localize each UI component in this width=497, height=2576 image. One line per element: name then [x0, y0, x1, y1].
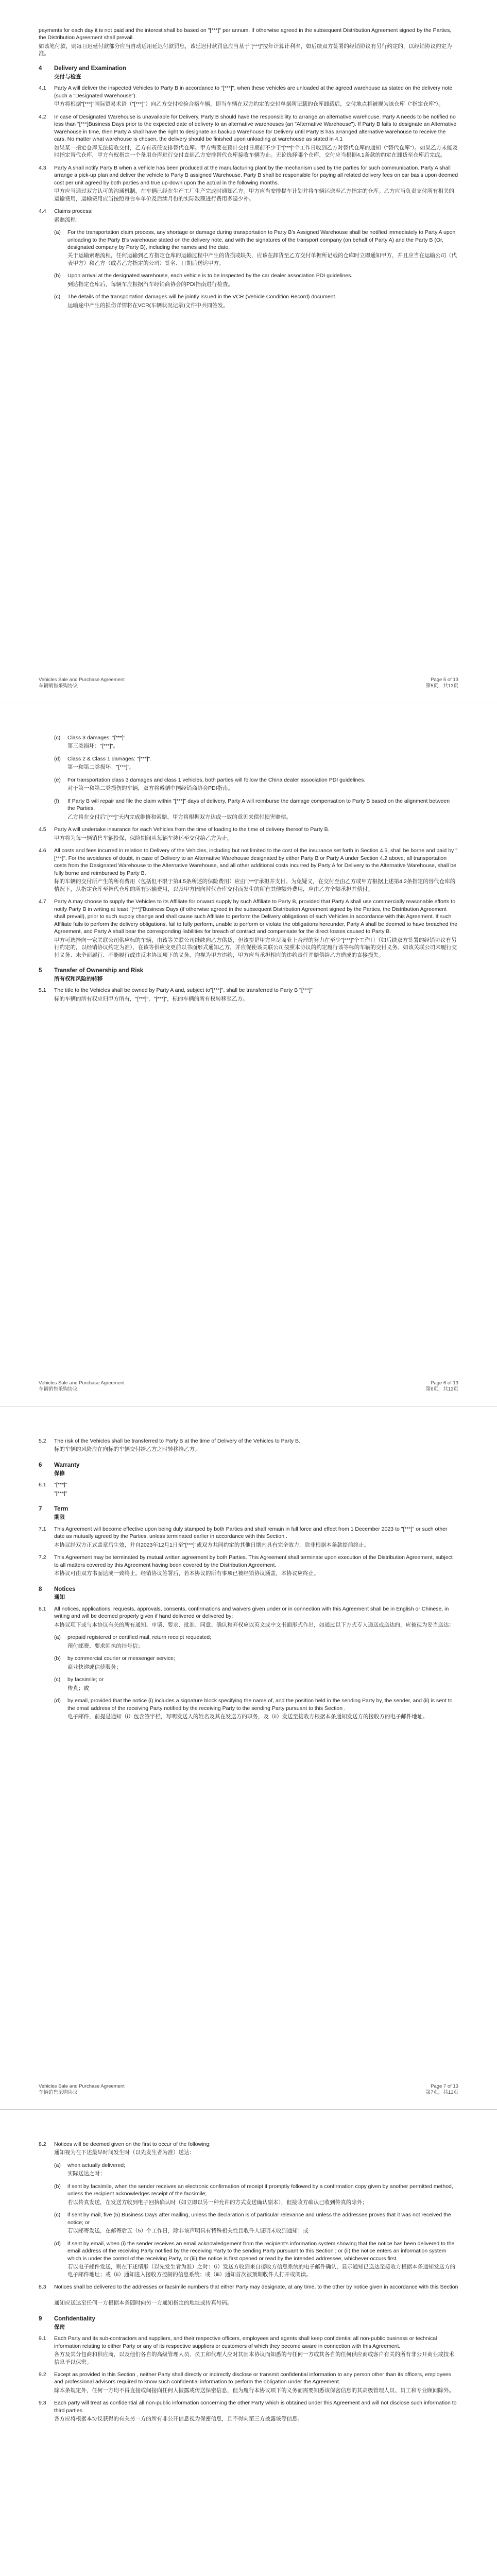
clause-number: 9.1 — [39, 2335, 46, 2342]
clause-zh: "[***]" — [54, 1490, 67, 1497]
clause-en: All costs and fees incurred in relation to Delivery of the Vehicles, including but not limited to the cost of the insurance set forth in Section 4.5, shall be borne and paid by "[***]". For the avoidance of doubt, in case of Delivery to an Alternative Warehouse designated by either Party B or Party A under Section 4.2 above, all transportation costs from the Designated Warehouse to the Alternative Warehouse, and all other additional costs incurred by Party A for Delivery to the Alternative Warehouse, shall be fully borne and reimbursed by Party B. — [54, 848, 457, 876]
clause-en: The risk of the Vehicles shall be transferred to Party B at the time of Delivery of the Vehicles to Party B. — [54, 1438, 300, 1444]
item-zh: 传真；或 — [67, 1685, 89, 1691]
clause — [39, 2283, 458, 2308]
item-number: (d) — [54, 1698, 61, 1704]
item-en: by commercial courier or messenger service; — [67, 1655, 175, 1662]
section-title-zh: 保修 — [54, 1470, 65, 1477]
item-number: (f) — [54, 798, 59, 804]
clause-zh: 甲方将根据"[***]"国际贸易术语（"[***]"）向乙方交付检验合格车辆，即当车辆在双方约定的交付单据所记载的仓库卸载后，交付地点将被视为该仓库（"指定仓库"）。 — [54, 101, 444, 108]
paragraph — [39, 27, 458, 58]
clause-zh: 标的车辆的风险应在向标的车辆交付给乙方之时转移给乙方。 — [54, 1446, 200, 1453]
clause-zh: 甲方应当通过双方认可的沟通机制，在车辆已经在生产工厂生产完成时通知乙方。甲方应当安排提车计划并将车辆运送至乙方指定的仓库。乙方应当负责支付所有相关的运输费用，运输费用应当按照每台车单价及后续月份的实际数额进行费用多退少补。 — [54, 188, 454, 202]
section-heading — [39, 1505, 458, 1521]
list-item — [54, 1697, 458, 1721]
item-zh: 预付邮费、要求回执的挂号信； — [67, 1642, 143, 1649]
list-item — [54, 755, 458, 772]
clause-en: Party A will deliver the inspected Vehicles to Party B in accordance to "[***]", when these vehicles are unloaded at the agreed warehouse as stated on the delivery note (such a "Designated Warehouse"). — [54, 85, 453, 99]
section-title-zh: 所有权和风险的转移 — [54, 975, 103, 982]
section-title-zh: 交付与检查 — [54, 73, 81, 80]
item-en: If Party B will repair and file the claim within "[***]" days of delivery, Party A will reimburse the damage compensation to Party B based on the alignment between the Parties. — [67, 798, 450, 812]
item-zh: 若以邮寄发送，在邮寄后五（5）个工作日，除非该声明具有特殊相关性且收件人证明未收到通知；或 — [67, 2228, 309, 2234]
footer-title-zh: 车辆销售采购协议 — [39, 2090, 78, 2096]
clause-zh: 各方及其分包商和供应商，以及他们各自的高级管理人员、员工和代理人应对其因本协议而知悉的与任何一方或其各自的任何供应商或客户有关的所有非公开商业或技术信息予以保密。 — [54, 2351, 454, 2365]
clause-en: Party A will undertake insurance for each Vehicles from the time of loading to the time of delivery thereof to Party B. — [54, 826, 330, 833]
section-title-en: Delivery and Examination — [54, 65, 126, 72]
item-en: For transportation class 3 damages and class 1 vehicles, both parties will follow the China dealer association PDI guidelines. — [67, 776, 366, 783]
section-number: 5 — [39, 968, 42, 974]
clause-en: "[***]" — [54, 1482, 67, 1488]
item-en: Class 3 damages: "[***]". — [67, 735, 127, 741]
page-number-zh: 第5页，共13页 — [425, 683, 458, 689]
document-page — [0, 0, 497, 703]
section-title-zh: 通知 — [54, 1594, 65, 1601]
list-item — [54, 1634, 458, 1651]
clause-zh: 除本条规定外，任何一方均不得直接或间接向任何人披露或传送保密信息，但为履行本协议项下的义务而需要知悉该保密信息的其高级管理人员、员工和专业顾问除外。 — [54, 2387, 454, 2394]
section-title-en: Warranty — [54, 1462, 80, 1468]
clause — [39, 208, 458, 225]
clause-number: 5.2 — [39, 1438, 46, 1444]
section-number: 7 — [39, 1506, 42, 1513]
item-number: (c) — [54, 1676, 61, 1683]
clause-en: Each Party and its sub-contractors and suppliers, and their respective officers, employees and agents shall keep confidential all non-public business or technical information relating to either Party or any of its respective suppliers or customers of which they become aware in connection with this Agreement. — [54, 2335, 437, 2349]
clause-en: This Agreement will become effective upon being duly stamped by both Parties and shall remain in full force and effect from 1 December 2023 to "[***]" or such other date as mutually agreed by the Parties, unless terminated earlier in accordance with this Section . — [54, 1526, 448, 1540]
clause — [39, 2399, 458, 2424]
item-number: (d) — [54, 755, 61, 762]
item-en: if sent by mail, five (5) Business Days after mailing, unless the declaration is of particular relevance and unless the addressee proves that it was not received the notice; or — [67, 2212, 451, 2226]
section-heading — [39, 65, 458, 80]
section-number: 4 — [39, 65, 42, 72]
item-number: (c) — [54, 735, 61, 741]
clause-en: This Agreement may be terminated by mutual written agreement by both Parties. This Agreement shall terminate upon execution of the Distribution Agreement, subject to all matters covered by this Agreement having been covered by the Distribution Agreement. — [54, 1554, 453, 1568]
item-number: (c) — [54, 294, 61, 300]
page-footer — [39, 1380, 458, 1393]
item-en: Class 2 & Class 1 damages: "[***]". — [67, 755, 152, 762]
clause-en: In case of Designated Warehouse is unavailable for Delivery, Party B should have the responsibility to arrange an alternative warehouse. Party A needs to be notified no less than "[***]Business Days prior to the expected date of delivery to an alternative warehouses (an "Alternative Warehouse"). If Party B fails to designate an Alternative Warehouse in time, then Party A shall have the right to designate an backup Warehouse for Delivery until Party B has arranged alternative warehouse to receive the cars. No matter what warehouse is chosen, the delivery should be finished upon unloading at warehouse as stated in 4.1 — [54, 113, 457, 143]
item-zh: 若以电子邮件发送，则在下述情形（以先发生者为准）之时：（i）发送方收到来自接收方信息系统的电子邮件确认，显示通知已送达至接收方根据本条通知发送方的电子邮件地址；或（ii）通知进入接收方控制的信息系统；或（iii）通知首次被预期收件人打开或阅读。 — [67, 2264, 456, 2278]
item-en: if sent by facsimile, when the sender receives an electronic confirmation of receipt if promptly followed by a confirmation copy given by another permitted method, unless the recipient acknowledges receipt of the facsimile; — [67, 2183, 453, 2197]
item-zh: 对于第一和第二类损伤的车辆，双方将遵循中国经销商协会PDI指南。 — [67, 785, 234, 792]
list-item — [54, 2183, 458, 2207]
clause-number: 4.1 — [39, 85, 46, 92]
item-en: by facsimile; or — [67, 1676, 104, 1683]
page-number-zh: 第7页，共13页 — [425, 2090, 458, 2096]
list-item — [54, 1676, 458, 1693]
item-number: (c) — [54, 2212, 61, 2218]
item-zh: 乙方将在交付后"[***]"天内完成维修和索赔，甲方将根据双方达成一致的意见来偿付损害赔偿。 — [67, 814, 292, 820]
clause-number: 9.2 — [39, 2371, 46, 2378]
item-number: (a) — [54, 2162, 61, 2168]
clause-zh: 各方应将根据本协议获得的有关另一方的所有非公开信息视为保密信息，且不得向第三方披露该等信息。 — [54, 2416, 303, 2422]
clause-zh: 通知应送达至任何一方根据本条随时向另一方通知指定的地址或传真号码。 — [54, 2300, 233, 2307]
clause-zh: 标的车辆的交付所产生的所有费用（包括但不限于第4.5条所述的保险费用）应由"[***]"承担并支付。为免疑义，在交付至由乙方或甲方根据上述第4.2条指定的替代仓库的情况下，从指定仓库至替代仓库的所有运输费用，以及甲方因向替代仓库交付而发生的所有其他额外费用，应由乙方全额承担并偿付。 — [54, 878, 456, 892]
page-number: Page 5 of 13 — [431, 677, 458, 683]
item-en: when actually delivered; — [67, 2162, 126, 2168]
clause-number: 4.7 — [39, 899, 46, 905]
clause-zh: 甲方将为每一辆销售车辆投保，保险期间从每辆车装运至交付给乙方为止。 — [54, 835, 233, 841]
section-heading — [39, 2315, 458, 2331]
item-zh: 关于运输索赔流程，任何运输到乙方指定仓库的运输过程中产生的货损或缺失，应该在卸货至乙方交付单据所记载的仓库时立即通知甲方，并且应当在运输公司（代表甲方）和乙方（或者乙方指定的公司）签名、日期后送达甲方。 — [67, 252, 457, 266]
item-zh: 电子邮件，前提是通知（i）包含签字栏，写明发送人的姓名及其在发送方的职务，及（ii）发送至接收方根据本条通知发送方的接收方的电子邮件地址。 — [67, 1714, 428, 1720]
footer-title-en: Vehicles Sale and Purchase Agreement — [39, 677, 125, 683]
clause-number: 8.3 — [39, 2284, 46, 2291]
clause-en: Notices shall be delivered to the addresses or facsimile numbers that either Party may designate, at any time, to the other by notice given in accordance with this Section . — [54, 2284, 458, 2298]
list-item — [54, 229, 458, 268]
clause — [39, 1605, 458, 1630]
section-heading — [39, 1586, 458, 1601]
clause — [39, 826, 458, 843]
list-item — [54, 734, 458, 751]
section-title-zh: 期限 — [54, 1514, 65, 1521]
item-en: by email, provided that the notice (i) includes a signature block specifying the name of, and the position held in the sending Party by, the sender, and (ii) is sent to the email address of the receiving Party notified by the receiving Party to the sending Party pursuant to this Section . — [67, 1698, 453, 1711]
section-heading — [39, 1462, 458, 1477]
clause-zh: 如果某一指定仓库无法接收交付，乙方有责任安排替代仓库。甲方需要在预计交付日期前不少于"[***]"个工作日收到乙方对替代仓库的通知（"替代仓库"）。如果乙方未能及时指定替代仓库，甲方有权指定一个备用仓库进行交付直到乙方安排替代仓库接收车辆为止。无论选择哪个仓库，交付应当根据4.1条款的约定在卸货至仓库后完成。 — [54, 144, 458, 159]
page-footer — [39, 2083, 458, 2096]
list-item — [54, 798, 458, 822]
clause — [39, 113, 458, 160]
item-en: prepaid registered or certified mail, return receipt requested; — [67, 1634, 211, 1641]
document-page — [0, 1406, 497, 2110]
item-zh: 到达指定仓库后，每辆车应根据汽车经销商协会的PDI指南进行检查。 — [67, 281, 234, 287]
clause — [39, 987, 458, 1004]
list-item — [54, 776, 458, 793]
item-number: (d) — [54, 2240, 61, 2247]
clause-en: All notices, applications, requests, approvals, consents, confirmations and waivers given under or in connection with this Agreement shall be in English or Chinese, in writing and will be deemed properly given if hand delivered or delivered by: — [54, 1605, 449, 1620]
clause — [39, 164, 458, 204]
clause — [39, 2335, 458, 2367]
footer-title-en: Vehicles Sale and Purchase Agreement — [39, 2083, 125, 2090]
clause — [39, 898, 458, 960]
clause — [39, 1554, 458, 1578]
list-item — [54, 293, 458, 310]
clause-en: Except as provided in this Section , neither Party shall directly or indirectly disclose or transmit confidential information to any person other than its officers, employees and professional advisors required to know such confidential information to perform the obligation under the Agreement. — [54, 2371, 451, 2385]
list-item — [54, 2162, 458, 2179]
footer-title-zh: 车辆销售采购协议 — [39, 1386, 78, 1393]
page-number: Page 7 of 13 — [431, 2083, 458, 2090]
clause-number: 7.2 — [39, 1554, 46, 1561]
clause-number: 4.6 — [39, 848, 46, 854]
item-number: (b) — [54, 2183, 61, 2190]
paragraph-en: payments for each day it is not paid and the interest shall be based on "[***]" per annum. If otherwise agreed in the subsequent Distribution Agreement signed by the Parties, the Distribution Agreement shall prevail. — [39, 27, 452, 41]
clause-zh: 索赔流程： — [54, 216, 81, 223]
page-footer — [39, 677, 458, 689]
list-item — [54, 2240, 458, 2279]
item-en: if sent by email, when (i) the sender receives an email acknowledgement from the recipient's information system showing that the notice has been delivered to the email address of the receiving Party notified by the receiving Party to the sending Party pursuant to this Section ; or (ii) the notice enters an information system which is under the control of the receiving Party, or (iii) the notice is first opened or read by the intended addressee, whichever occurs first. — [67, 2240, 455, 2262]
section-number: 9 — [39, 2315, 42, 2322]
clause-zh: 通知视为在下述最早时间发生时（以先发生者为准）送达： — [54, 2149, 195, 2156]
item-number: (e) — [54, 776, 61, 783]
clause-number: 7.1 — [39, 1526, 46, 1532]
clause — [39, 847, 458, 894]
item-zh: 第一和第二类损坏："[***]"。 — [67, 764, 135, 771]
list-item — [54, 2211, 458, 2235]
section-heading — [39, 967, 458, 982]
clause-zh: 甲方可选择向一家关联公司供应标的车辆，由该等关联公司继续向乙方供货，但该提是甲方应尽商业上合理的努力在至少"[***]"个工作日（如后续双方签署的经销协议有另行约定的，以经销协议约定为准），在该等供应变更前以书面形式通知乙方，并应促使该关联公司按照本协议的约定履行该等标的车辆的交付义务。如该关联公司未履行交付义务、未全面履行、不能履行或违反本协议项下的义务，均视为甲方违约，甲方应当承担相应的违约责任并赔偿给乙方造成的直接损失。 — [54, 937, 457, 958]
item-number: (b) — [54, 273, 61, 279]
document-page — [0, 2110, 497, 2576]
clause-number: 4.5 — [39, 826, 46, 833]
clause — [39, 1481, 458, 1498]
section-number: 6 — [39, 1462, 42, 1468]
clause-number: 6.1 — [39, 1482, 46, 1488]
footer-title-zh: 车辆销售采购协议 — [39, 683, 78, 689]
clause-en: Party A may choose to supply the Vehicles to its Affiliate for onward supply by such Affiliate to Party B, provided that Party A shall use commercially reasonable efforts to notify Party B in writing at least "[***]"Business Days (if otherwise agreed in the subsequent Distribution Agreement signed by the Parties, the Distribution Agreement shall prevail), prior to such supply change and shall cause such Affiliate to perform the Delivery obligations of such Vehicles in accordance with this Agreement. If such Affiliate fails to perform the delivery obligations, fail to fully perform, unable to perform or violate the obligations hereunder, Party A shall be deemed to have breached the Agreement, and Party A shall bear the corresponding liabilities for breach of contract and compensate for the direct losses caused to Party B. — [54, 899, 458, 935]
list-item — [54, 272, 458, 289]
clause-zh: 本协议经双方正式盖章后生效，并自2023年12月1日至"[***]"或双方共同约定的其他日期内具有完全效力，除非根据本条款提前终止。 — [54, 1541, 370, 1548]
item-en: The details of the transportation damages will be jointly issued in the VCR (Vehicle Condition Record) document. — [67, 294, 337, 300]
clause-zh: 本协议项下或与本协议有关的所有通知、申请、要求、批准、同意、确认和弃权应以英文或中文书面形式作出，如通过以下方式专人递送或送达的，应被视为妥当送达： — [54, 1621, 454, 1628]
clause-zh: 标的车辆的所有权应归甲方所有，"[***]"，"[***]"，标的车辆的所有权转移至乙方。 — [54, 995, 248, 1002]
section-title-en: Transfer of Ownership and Risk — [54, 968, 144, 974]
clause-number: 8.1 — [39, 1605, 46, 1612]
clause-en: Each party will treat as confidential all non-public information concerning the other Party which is obtained under this Agreement and will not disclose such information to third parties. — [54, 2400, 457, 2414]
item-en: Upon arrival at the designated warehouse, each vehicle is to be inspected by the car dealer association PDI guidelines. — [67, 273, 353, 279]
clause — [39, 2141, 458, 2158]
clause-en: Claims process: — [54, 208, 93, 215]
section-title-en: Confidentiality — [54, 2315, 95, 2322]
clause-en: The title to the Vehicles shall be owned by Party A and, subject to"[***]", shall be transferred to Party B "[***]" — [54, 987, 313, 994]
item-zh: 第三类损坏："[***]"。 — [67, 743, 119, 750]
item-zh: 运输途中产生的损伤详情将在VCR(车辆状况记录)文件中共同签发。 — [67, 302, 229, 309]
item-zh: 商业快递或信使服务； — [67, 1664, 122, 1670]
document-page — [0, 703, 497, 1406]
clause-zh: 本协议可由双方书面达成一致终止。经销协议签署后，若本协议的所有事项已被经销协议涵盖，本协议应终止。 — [54, 1570, 319, 1577]
clause-number: 4.4 — [39, 208, 46, 215]
section-title-en: Term — [54, 1506, 68, 1513]
paragraph-zh: 如该笔付款，则每日迟延付款部分应当自动适用延迟付款罚息，该延迟付款罚息应当基于"[***]"按年计算计利率，如后续双方签署的经销协议有另行约定的，以经销协议约定为准。 — [39, 43, 452, 57]
page-number: Page 6 of 13 — [431, 1380, 458, 1386]
item-number: (b) — [54, 1655, 61, 1662]
clause — [39, 1437, 458, 1454]
clause — [39, 1526, 458, 1550]
clause-en: Party A shall notify Party B when a vehicle has been produced at the manufacturing plant by the mechanism used by the parties for such communication. Party A shall arrange a pick-up plan and deliver the vehicle to Party B assigned Warehouse. Party B shall be responsible for paying all related delivery fees on car basis upon deemed cost per unit agreed by both parties and true up-down upon the actual in the following months. — [54, 164, 458, 186]
item-en: For the transportation claim process, any shortage or damage during transportation to Party B's Assigned Warehouse shall be notified immediately to Party A upon unloading to the Party B's warehouse stated on the delivery note, and with the signatures of the transport company (on behalf of Party A) and the Party B (Or, designated company by Party B), including the names and the date. — [67, 229, 456, 250]
clause-number: 4.3 — [39, 164, 46, 171]
page-number-zh: 第6页，共13页 — [425, 1386, 458, 1393]
item-zh: 若以传真发送，在发送方收到电子回执确认时（如立即以另一种允许的方式发送确认副本），但接收方确认已收到传真的除外； — [67, 2199, 368, 2206]
list-item — [54, 1655, 458, 1672]
clause — [39, 2371, 458, 2395]
item-zh: 实际送达之时； — [67, 2171, 106, 2177]
section-title-zh: 保密 — [54, 2324, 65, 2330]
clause-en: Notices will be deemed given on the first to occur of the following: — [54, 2141, 211, 2147]
clause-number: 9.3 — [39, 2400, 46, 2406]
item-number: (a) — [54, 1634, 61, 1641]
footer-title-en: Vehicles Sale and Purchase Agreement — [39, 1380, 125, 1386]
section-title-en: Notices — [54, 1586, 76, 1592]
item-number: (a) — [54, 229, 61, 236]
section-number: 8 — [39, 1586, 42, 1592]
clause-number: 4.2 — [39, 113, 46, 120]
clause — [39, 84, 458, 109]
clause-number: 8.2 — [39, 2141, 46, 2147]
clause-number: 5.1 — [39, 987, 46, 994]
